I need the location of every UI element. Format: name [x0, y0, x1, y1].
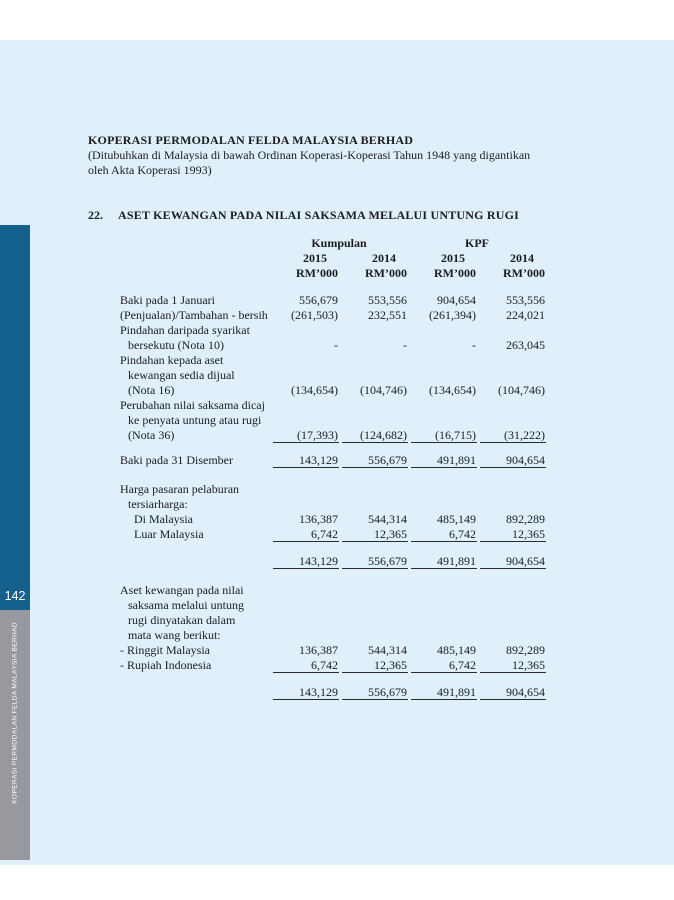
group-kpf: KPF — [465, 236, 489, 250]
section-heading — [88, 208, 519, 223]
cell-value — [273, 497, 339, 512]
cell-value: 904,654 — [480, 453, 546, 468]
cell-value — [273, 413, 339, 428]
cell-value: 556,679 — [342, 453, 408, 468]
cell-value — [411, 398, 477, 413]
cell-value — [342, 368, 408, 383]
unit-col4: RM’000 — [503, 266, 545, 280]
cell-value — [480, 368, 546, 383]
row-label: (Nota 16) — [128, 383, 175, 397]
cell-value: 904,654 — [480, 685, 546, 700]
cell-value — [342, 398, 408, 413]
cell-value: 892,289 — [506, 512, 545, 526]
column-group-row — [270, 236, 546, 251]
table-row — [120, 554, 546, 569]
cell-value: 556,679 — [342, 554, 408, 569]
row-label: Harga pasaran pelaburan — [120, 482, 240, 496]
cell-value: 232,551 — [368, 308, 407, 322]
table-row — [120, 413, 546, 428]
table-row — [120, 338, 546, 353]
cell-value — [342, 598, 408, 613]
page-background — [0, 40, 674, 865]
cell-value — [273, 628, 339, 643]
table-row — [120, 628, 546, 643]
cell-value — [411, 353, 477, 368]
row-label: - Ringgit Malaysia — [120, 643, 210, 657]
row-label: Baki pada 31 Disember — [120, 453, 233, 467]
cell-value: 12,365 — [480, 658, 546, 673]
cell-value: - — [334, 338, 338, 352]
row-label: Pindahan daripada syarikat — [120, 323, 250, 337]
cell-value — [273, 353, 339, 368]
cell-value — [411, 368, 477, 383]
cell-value — [273, 598, 339, 613]
company-subtitle-line2: oleh Akta Koperasi 1993) — [88, 163, 212, 177]
cell-value: 6,742 — [273, 658, 339, 673]
cell-value: 263,045 — [506, 338, 545, 352]
cell-value — [342, 613, 408, 628]
table-row — [120, 685, 546, 700]
row-label: Pindahan kepada aset — [120, 353, 224, 367]
cell-value: 556,679 — [342, 685, 408, 700]
cell-value — [480, 413, 546, 428]
unit-col2: RM’000 — [365, 266, 407, 280]
document-header — [88, 133, 568, 178]
company-name: KOPERASI PERMODALAN FELDA MALAYSIA BERHAD — [88, 133, 414, 147]
cell-value — [480, 353, 546, 368]
table-row — [120, 368, 546, 383]
table-row — [120, 353, 546, 368]
cell-value: (16,715) — [411, 428, 477, 443]
group-kumpulan: Kumpulan — [311, 236, 367, 250]
cell-value: 553,556 — [506, 293, 545, 307]
table-row — [120, 643, 546, 658]
section-number: 22. — [88, 208, 103, 222]
cell-value — [342, 497, 408, 512]
cell-value: 491,891 — [411, 554, 477, 569]
financial-table — [120, 236, 546, 700]
cell-value: 892,289 — [506, 643, 545, 657]
table-row — [120, 482, 546, 497]
cell-value — [411, 613, 477, 628]
cell-value — [411, 413, 477, 428]
table-row — [120, 383, 546, 398]
row-label: - Rupiah Indonesia — [120, 658, 212, 672]
cell-value: - — [403, 338, 407, 352]
year-col3: 2015 — [441, 251, 465, 265]
cell-value: (104,746) — [498, 383, 545, 397]
sidebar-blue-bar — [0, 225, 30, 610]
cell-value: 136,387 — [299, 643, 338, 657]
cell-value: 544,314 — [368, 512, 407, 526]
cell-value: 491,891 — [411, 685, 477, 700]
unit-col3: RM’000 — [434, 266, 476, 280]
row-label: rugi dinyatakan dalam — [128, 613, 236, 627]
cell-value — [273, 368, 339, 383]
cell-value: 485,149 — [437, 512, 476, 526]
cell-value: (261,394) — [429, 308, 476, 322]
cell-value: 143,129 — [273, 685, 339, 700]
cell-value — [342, 482, 408, 497]
cell-value: 556,679 — [299, 293, 338, 307]
table-row — [120, 428, 546, 443]
table-row — [120, 323, 546, 338]
table-row — [120, 658, 546, 673]
row-label: ke penyata untung atau rugi — [128, 413, 262, 427]
cell-value: 904,654 — [480, 554, 546, 569]
cell-value — [342, 323, 408, 338]
company-subtitle-line1: (Ditubuhkan di Malaysia di bawah Ordinan Koperasi-Koperasi Tahun 1948 yang digantikan — [88, 148, 531, 162]
cell-value — [273, 613, 339, 628]
cell-value — [480, 583, 546, 598]
cell-value: 553,556 — [368, 293, 407, 307]
cell-value — [480, 497, 546, 512]
table-row — [120, 598, 546, 613]
cell-value: 143,129 — [273, 554, 339, 569]
year-col4: 2014 — [510, 251, 534, 265]
cell-value: 491,891 — [411, 453, 477, 468]
cell-value: (261,503) — [291, 308, 338, 322]
cell-value — [480, 613, 546, 628]
cell-value — [342, 353, 408, 368]
cell-value — [411, 628, 477, 643]
cell-value: (31,222) — [480, 428, 546, 443]
cell-value — [342, 583, 408, 598]
table-row — [120, 512, 546, 527]
cell-value — [273, 482, 339, 497]
cell-value — [411, 583, 477, 598]
row-label: mata wang berikut: — [128, 628, 221, 642]
unit-row — [270, 266, 546, 281]
table-row — [120, 293, 546, 308]
cell-value: (134,654) — [291, 383, 338, 397]
row-label: Di Malaysia — [134, 512, 193, 526]
cell-value: (124,682) — [342, 428, 408, 443]
cell-value — [411, 323, 477, 338]
cell-value — [480, 482, 546, 497]
cell-value: (104,746) — [360, 383, 407, 397]
row-label: Perubahan nilai saksama dicaj — [120, 398, 265, 412]
row-label — [120, 554, 270, 569]
table-row — [120, 497, 546, 512]
cell-value: 12,365 — [480, 527, 546, 542]
unit-col1: RM’000 — [296, 266, 338, 280]
cell-value: (134,654) — [429, 383, 476, 397]
cell-value: 224,021 — [506, 308, 545, 322]
cell-value — [342, 628, 408, 643]
cell-value: 904,654 — [437, 293, 476, 307]
cell-value — [411, 482, 477, 497]
cell-value — [480, 628, 546, 643]
row-label: Baki pada 1 Januari — [120, 293, 215, 307]
cell-value: 143,129 — [273, 453, 339, 468]
cell-value: 12,365 — [342, 658, 408, 673]
cell-value: 544,314 — [368, 643, 407, 657]
cell-value: 6,742 — [273, 527, 339, 542]
cell-value — [411, 497, 477, 512]
cell-value — [273, 323, 339, 338]
table-row — [120, 583, 546, 598]
cell-value: - — [472, 338, 476, 352]
cell-value — [411, 598, 477, 613]
cell-value: 136,387 — [299, 512, 338, 526]
row-label: saksama melalui untung — [128, 598, 244, 612]
table-row — [120, 527, 546, 542]
table-body — [120, 293, 546, 700]
section-title: ASET KEWANGAN PADA NILAI SAKSAMA MELALUI UNTUNG RUGI — [118, 208, 520, 222]
table-row — [120, 453, 546, 468]
sidebar-vertical-company-name: KOPERASI PERMODALAN FELDA MALAYSIA BERHAD — [11, 622, 19, 804]
cell-value: (17,393) — [273, 428, 339, 443]
cell-value — [342, 413, 408, 428]
row-label: Aset kewangan pada nilai — [120, 583, 244, 597]
row-label: (Penjualan)/Tambahan - bersih — [120, 308, 268, 322]
year-col1: 2015 — [303, 251, 327, 265]
cell-value — [480, 398, 546, 413]
row-label: kewangan sedia dijual — [128, 368, 235, 382]
cell-value — [273, 398, 339, 413]
cell-value — [480, 323, 546, 338]
sidebar-gray-bar — [0, 610, 30, 860]
row-label — [120, 685, 270, 700]
table-row — [120, 308, 546, 323]
table-row — [120, 613, 546, 628]
cell-value: 6,742 — [411, 527, 477, 542]
table-row — [120, 398, 546, 413]
cell-value — [273, 583, 339, 598]
cell-value: 12,365 — [342, 527, 408, 542]
cell-value — [480, 598, 546, 613]
year-row — [270, 251, 546, 266]
cell-value: 485,149 — [437, 643, 476, 657]
page-number: 142 — [4, 589, 26, 603]
year-col2: 2014 — [372, 251, 396, 265]
row-label: (Nota 36) — [128, 428, 175, 442]
row-label: tersiarharga: — [128, 497, 188, 511]
row-label: Luar Malaysia — [134, 527, 204, 541]
table-header — [270, 236, 546, 281]
cell-value: 6,742 — [411, 658, 477, 673]
row-label: bersekutu (Nota 10) — [128, 338, 224, 352]
